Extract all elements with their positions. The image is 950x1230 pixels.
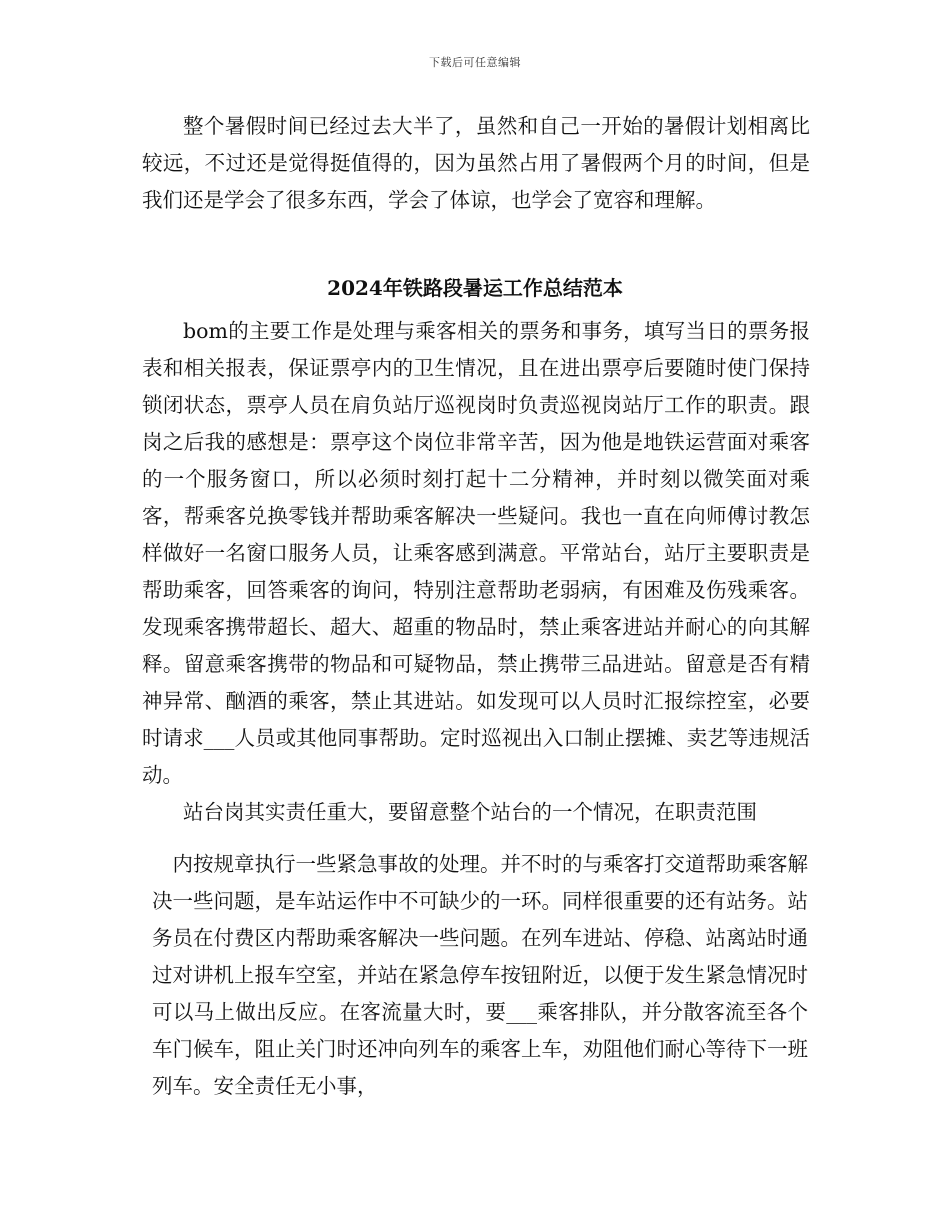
paragraph-intro-text: 整个暑假时间已经过去大半了，虽然和自己一开始的暑假计划相离比较远，不过还是觉得挺值得的，因为虽然占用了暑假两个月的时间，但是我们还是学会了很多东西，学会了体谅，也学会了宽容和理解。 <box>142 114 810 212</box>
paragraph-platform-duties-text: 内按规章执行一些紧急事故的处理。并不时的与乘客打交道帮助乘客解决一些问题，是车站运作中不可缺少的一环。同样很重要的还有站务。站务员在付费区内帮助乘客解决一些问题。在列车进站、停稳、站离站时通过对讲机上报车空室，并站在紧急停车按钮附近，以便于发生紧急情况时可以马上做出反应。在客流量大时，要___乘客排队，并分散客流至各个车门候车，阻止关门时还冲向列车的乘客上车，劝阻他们耐心等待下一班列车。安全责任无小事， <box>152 852 808 1098</box>
paragraph-bom-duties <box>142 313 810 794</box>
document-title: 2024年铁路段暑运工作总结范本 <box>327 276 623 300</box>
paragraph-platform-intro-text: 站台岗其实责任重大，要留意整个站台的一个情况，在职责范围 <box>183 800 757 824</box>
paragraph-intro <box>142 108 810 219</box>
paragraph-platform-duties <box>152 846 808 1105</box>
page-header-note: 下载后可任意编辑 <box>429 56 521 69</box>
paragraph-platform-intro <box>142 794 810 831</box>
paragraph-bom-duties-text: bom的主要工作是处理与乘客相关的票务和事务，填写当日的票务报表和相关报表，保证票亭内的卫生情况，且在进出票亭后要随时使门保持锁闭状态，票亭人员在肩负站厅巡视岗时负责巡视岗站厅工作的职责。跟岗之后我的感想是：票亭这个岗位非常辛苦，因为他是地铁运营面对乘客的一个服务窗口，所以必须时刻打起十二分精神，并时刻以微笑面对乘客，帮乘客兑换零钱并帮助乘客解决一些疑问。我也一直在向师傅讨教怎样做好一名窗口服务人员，让乘客感到满意。平常站台，站厅主要职责是帮助乘客，回答乘客的询问，特别注意帮助老弱病，有困难及伤残乘客。发现乘客携带超长、超大、超重的物品时，禁止乘客进站并耐心的向其解释。留意乘客携带的物品和可疑物品，禁止携带三品进站。留意是否有精神异常、酗酒的乘客，禁止其进站。如发现可以人员时汇报综控室，必要时请求___人员或其他同事帮助。定时巡视出入口制止摆摊、卖艺等违规活动。 <box>142 319 810 787</box>
